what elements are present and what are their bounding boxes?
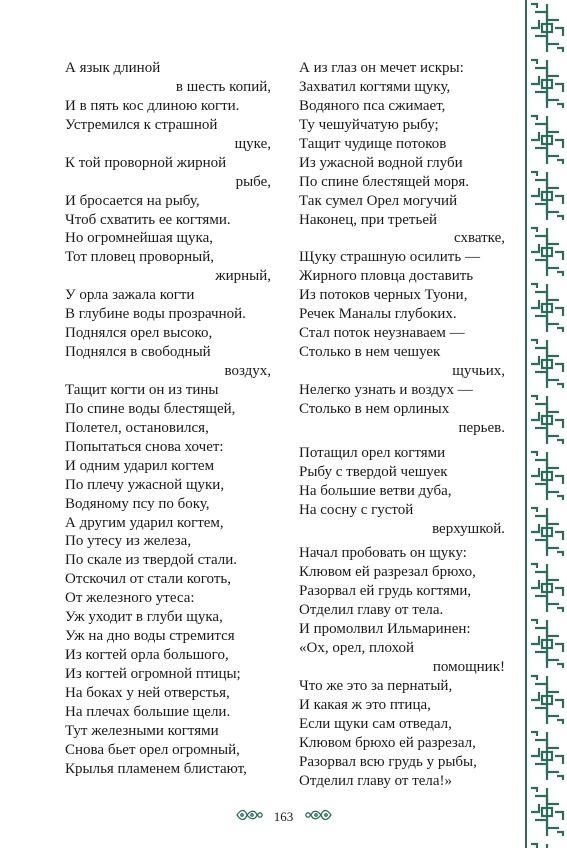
poem-line: Из когтей орла большого, — [65, 647, 229, 664]
poem-line: щуке, — [234, 135, 271, 152]
poem-line: Уж уходит в глуби щука, — [65, 609, 223, 626]
poem-line: Отделил главу от тела!» — [299, 772, 453, 789]
poem-line: Из ужасной водной глуби — [299, 154, 463, 171]
poem-line: По скале из твердой стали. — [65, 552, 238, 569]
poem-line: От железного утеса: — [65, 590, 195, 607]
poem-line: Чтоб схватить ее когтями. — [65, 211, 231, 228]
poem-line: К той проворной жирной — [65, 154, 227, 171]
poem-line: Нелегко узнать и воздух — — [299, 381, 473, 398]
poem-line: Полетел, остановился, — [65, 419, 209, 436]
poem-line: И бросается на рыбу, — [65, 192, 200, 209]
poem-line: Отделил главу от тела. — [299, 602, 444, 619]
ornament-border — [525, 0, 567, 848]
poem-line: Водяному псу по боку, — [65, 495, 210, 512]
poem-line: А из глаз он мечет искры: — [299, 60, 464, 76]
poem-line: Уж на дно воды стремится — [65, 628, 235, 645]
poem-line: Отскочил от стали коготь, — [65, 571, 231, 588]
poem-line: Тот пловец проворный, — [65, 249, 214, 266]
poem-line: Захватил когтями щуку, — [299, 78, 451, 95]
poem-line: А язык длиной — [65, 60, 161, 76]
poem-line: Столько в нем чешуек — [299, 344, 441, 361]
poem-line: Водяного пса сжимает, — [299, 97, 446, 114]
poem-line: Рыбу с твердой чешуек — [299, 463, 448, 480]
poem-line: «Ох, орел, плохой — [299, 640, 415, 657]
poem-line: Поднялся орел высоко, — [65, 325, 213, 342]
poem-line: По плечу ужасной щуки, — [65, 476, 225, 493]
poem-line: В глубине воды прозрачной. — [65, 306, 246, 323]
poem-line: Речек Маналы глубоких. — [299, 306, 457, 323]
poem-line: И какая ж это птица, — [299, 696, 431, 713]
poem-line: Разорвал ей грудь когтями, — [299, 583, 472, 600]
poem-line: жирный, — [215, 268, 271, 285]
poem-line: воздух, — [224, 363, 271, 379]
poem-column-right — [299, 59, 505, 791]
poem-line: По спине воды блестящей, — [65, 400, 236, 417]
poem-line: Клювом брюхо ей разрезал, — [299, 734, 476, 751]
poem-line: Что же это за пернатый, — [299, 678, 453, 694]
poem-line: верхушкой. — [432, 520, 505, 537]
poem-line: И промолвил Ильмаринен: — [299, 621, 471, 638]
poem-line: Если щуки сам отведал, — [299, 715, 452, 732]
poem-line: Поднялся в свободный — [65, 344, 211, 361]
poem-line: Потащил орел когтями — [299, 444, 446, 461]
poem-line: На плечах большие щели. — [65, 703, 231, 720]
poem-line: Из потоков черных Туони, — [299, 287, 468, 304]
poem-line: Жирного пловца доставить — [299, 268, 474, 285]
poem-line: Устремился к страшной — [65, 116, 218, 133]
page-number: 163 — [273, 809, 294, 825]
floral-ornament-icon — [303, 808, 333, 826]
floral-ornament-icon — [235, 808, 265, 826]
poem-line: Тут железными когтями — [65, 722, 219, 739]
poem-line: По спине блестящей моря. — [299, 173, 470, 190]
poem-line: Стал поток неузнаваем — — [299, 325, 465, 342]
poem-line: Столько в нем орлиных — [299, 400, 450, 417]
poem-line: Тащит чудище потоков — [299, 135, 447, 152]
poem-line: перьев. — [458, 419, 505, 436]
poem-line: Так сумел Орел могучий — [299, 192, 458, 209]
poem-line: На большие ветви дуба, — [299, 482, 452, 499]
poem-line: помощник! — [432, 659, 505, 676]
poem-line: Щуку страшную осилить — — [299, 249, 480, 266]
poem-line: Крылья пламенем блистают, — [65, 760, 247, 777]
poem-line: У орла зажала когти — [65, 287, 195, 304]
page-footer — [0, 808, 567, 826]
poem-line: Но огромнейшая щука, — [65, 230, 214, 247]
poem-line: И в пять кос длиною когти. — [65, 97, 240, 114]
poem-line: На сосну с густой — [299, 501, 414, 518]
karelian-ornament-border-icon — [527, 0, 567, 848]
poem-line: Снова бьет орел огромный, — [65, 741, 240, 758]
poem-line: Разорвал всю грудь у рыбы, — [299, 753, 477, 770]
poem-line: Начал пробовать он щуку: — [299, 545, 467, 562]
poem-line: И одним ударил когтем — [65, 457, 215, 474]
poem-line: Клювом ей разрезал брюхо, — [299, 564, 476, 581]
poem-line: Тащит когти он из тины — [65, 381, 219, 398]
poem-line: Ту чешуйчатую рыбу; — [299, 116, 439, 133]
poem-line: в шесть копий, — [175, 78, 271, 95]
poem-line: Наконец, при третьей — [299, 211, 438, 228]
poem-line: схватке, — [454, 230, 505, 247]
poem-line: На боках у ней отверстья, — [65, 684, 230, 701]
poem-line: Из когтей огромной птицы; — [65, 666, 241, 682]
poem-line: рыбе, — [235, 173, 271, 190]
poem-line: А другим ударил когтем, — [65, 514, 224, 531]
poem-line: Попытаться снова хочет: — [65, 438, 224, 455]
poem-line: По утесу из железа, — [65, 533, 192, 550]
poem-column-left — [65, 59, 271, 779]
poem-line: щучьих, — [452, 363, 505, 379]
